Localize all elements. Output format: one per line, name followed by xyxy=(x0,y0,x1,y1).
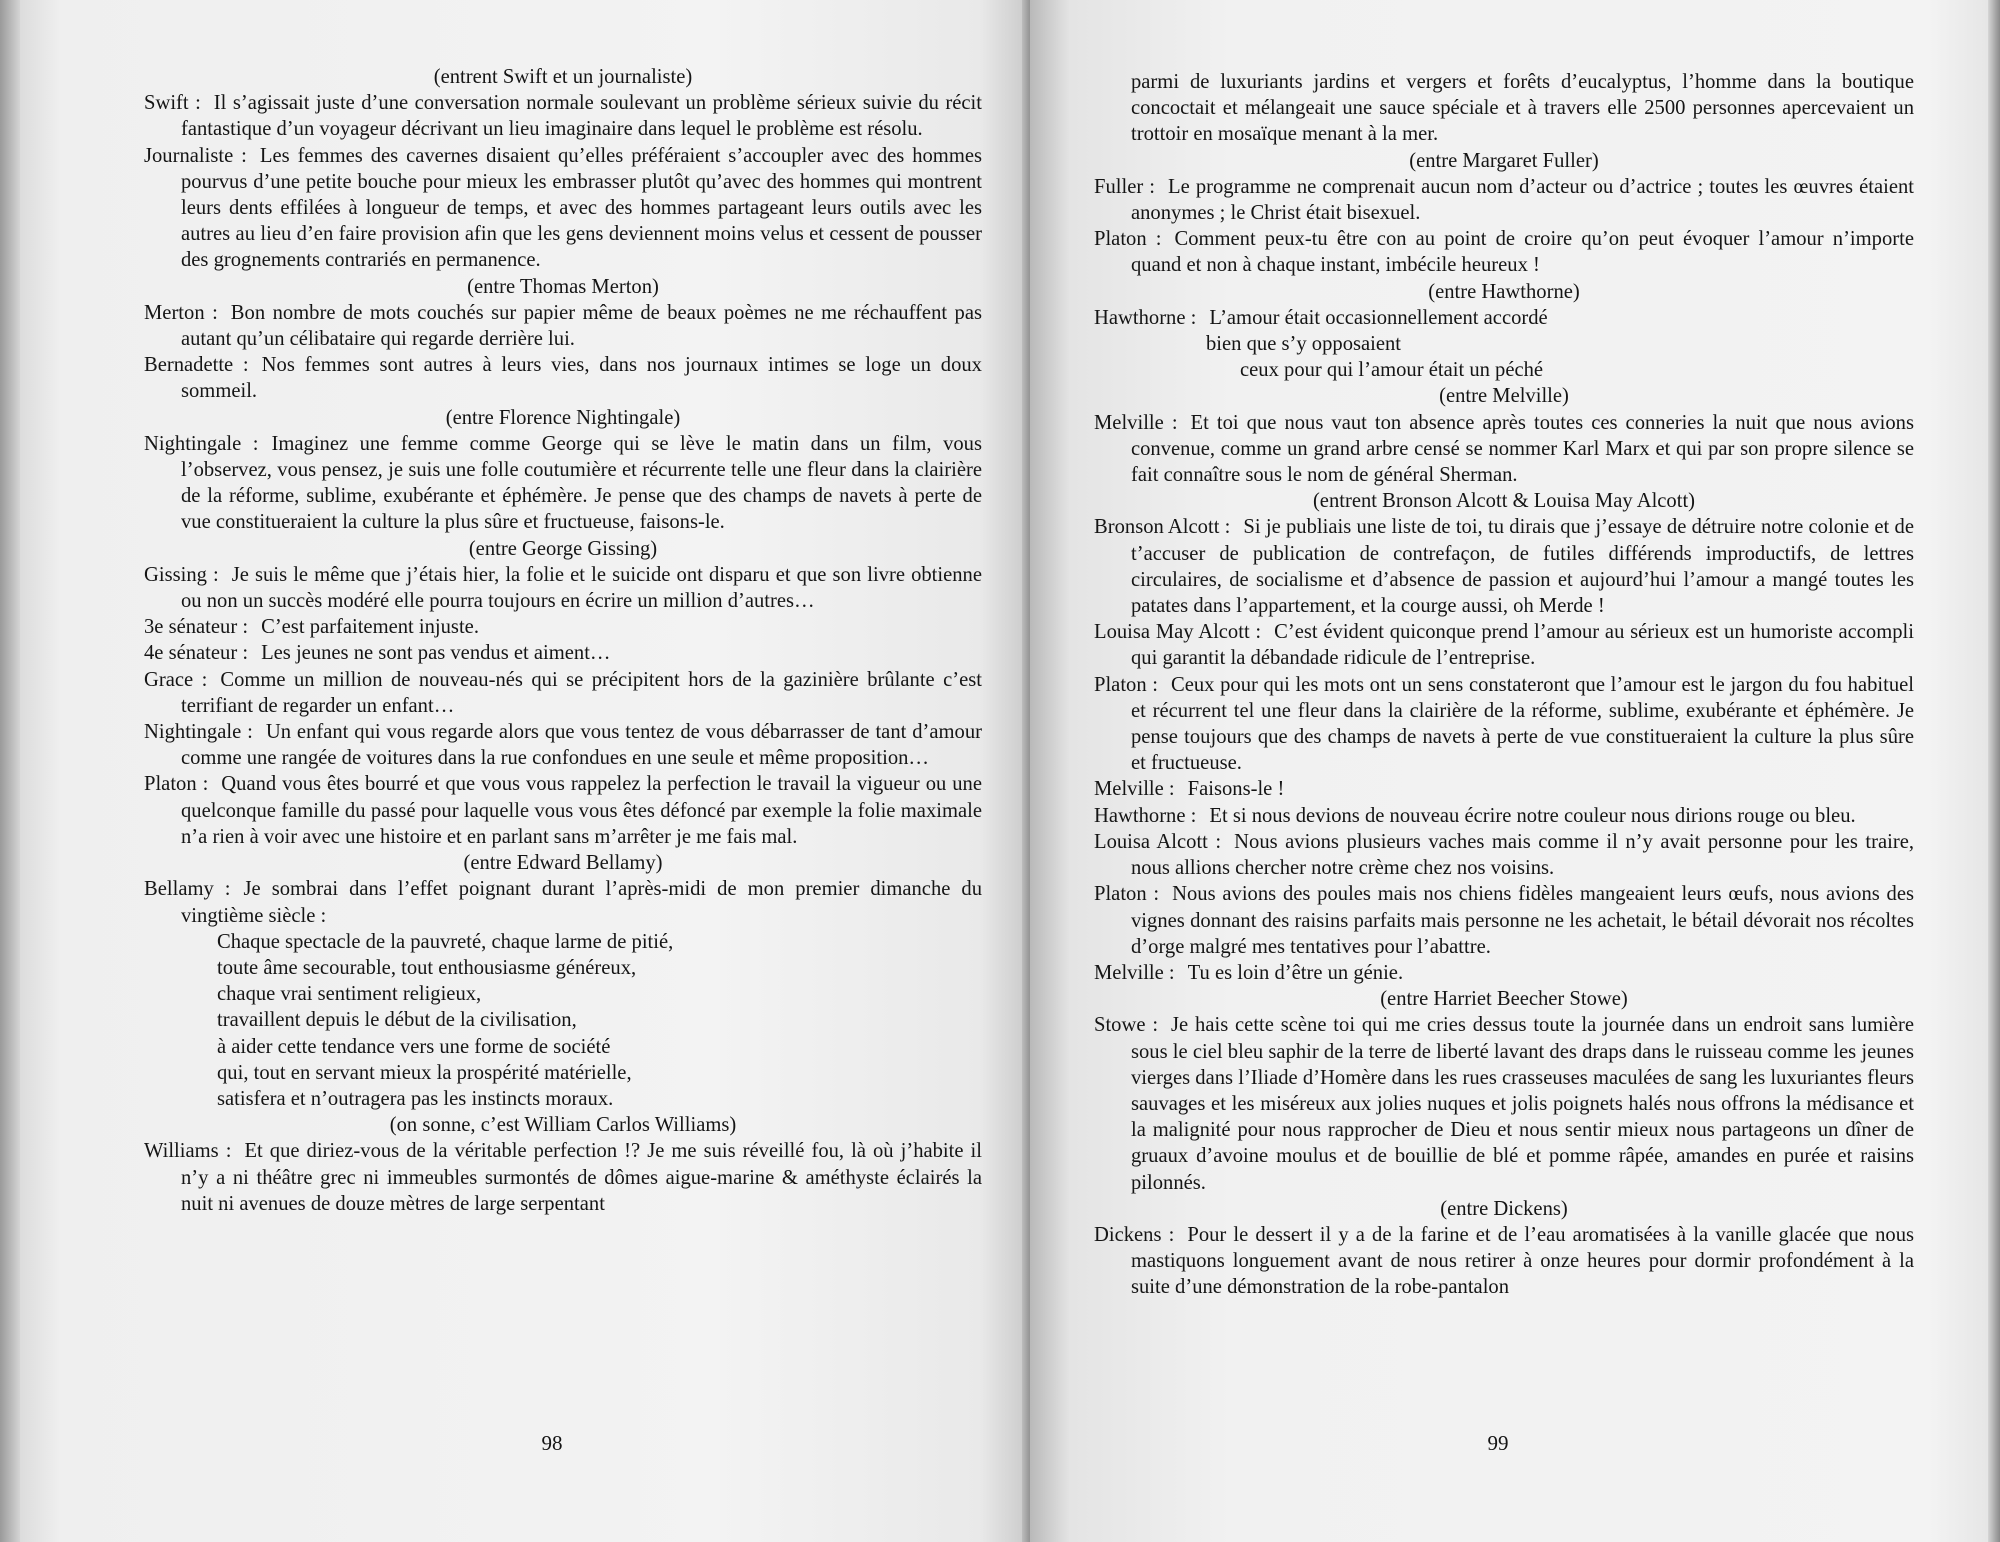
dialogue-line xyxy=(1094,410,1914,489)
dialogue-line xyxy=(144,300,982,352)
dialogue-text: Le programme ne comprenait aucun nom d’acteur ou d’actrice ; toutes les œuvres étaient anonymes ; le Christ était bisexuel. xyxy=(1131,175,1914,225)
dialogue-text: Les femmes des cavernes disaient qu’elles préféraient s’accoupler avec des hommes pourvus d’une petite bouche pour mieux les embrasser plutôt qu’avec des hommes qui montrent leurs dents effilées à longueur de temps, et avec des hommes partageant leurs outils avec les autres au lieu d’en faire provision afin que les gens deviennent moins velus et cessent de pousser des grognements contrariés en permanence. xyxy=(181,144,982,272)
speaker-name: Platon : xyxy=(1094,673,1158,696)
dialogue-text: C’est parfaitement injuste. xyxy=(261,616,479,639)
stage-direction: (entre Edward Bellamy) xyxy=(463,852,663,875)
page-stack-edge xyxy=(0,0,20,1542)
stage-direction: (entre Melville) xyxy=(1439,385,1569,408)
dialogue-text: C’est évident quiconque prend l’amour au sérieux est un humoriste accompli qui garantit la débandade ridicule de l’entreprise. xyxy=(1131,621,1914,670)
speaker-name: Platon : xyxy=(1094,228,1162,251)
dialogue-text: Nous avions des poules mais nos chiens fidèles mangeaient leurs œufs, nous avions des vignes donnant des raisins parfaits mais personne ne les achetait, le bétail dévorait nos récoltes d’orge malgré mes tentatives pour l’abattre. xyxy=(1131,883,1914,958)
speaker-name: Dickens : xyxy=(1094,1223,1175,1246)
dialogue-text: Je hais cette scène toi qui me cries dessus toute la journée dans un endroit sans lumière sous le ciel bleu saphir de la terre de liberté lavant des draps dans le ruisseau comme les jeunes vierges dans l’Iliade d’Homère dans les rues crasseuses maculées de sang les luxuriantes fleurs sauvages et les miséreux aux jolies nuques et jolis poignets halés nous offrons la médisance et la malignité pour nous rapprocher de Dieu et nous sentir mieux nous partageons un dîner de gruaux d’avoine moulus et de bouillie de blé et pomme râpée, amandes en purée et raisins pilonnés. xyxy=(1131,1014,1914,1194)
right-page xyxy=(1030,0,1988,1542)
dialogue-line xyxy=(144,614,982,640)
stage-direction: (entre Hawthorne) xyxy=(1428,280,1580,303)
dialogue-line xyxy=(144,876,982,928)
dialogue-text: Je suis le même que j’étais hier, la folie et le suicide ont disparu et que son livre obtienne ou non un succès modéré elle pourra toujours en écrire un million d’autres… xyxy=(181,563,982,613)
stage-direction: (entre Dickens) xyxy=(1440,1197,1568,1220)
dialogue-line xyxy=(1094,174,1914,226)
continued-text: parmi de luxuriants jardins et vergers et forêts d’eucalyptus, l’homme dans la boutique concoctait et mélangeait une sauce spéciale et à travers elle 2500 personnes apercevaient un trottoir en mosaïque menant à la mer. xyxy=(1131,71,1914,146)
page-number: 98 xyxy=(541,1431,563,1455)
dialogue-text: Bon nombre de mots couchés sur papier même de beaux poèmes ne me réchauffent pas autant qu’un célibataire qui regarde derrière lui. xyxy=(181,301,982,351)
dialogue-text: Si je publiais une liste de toi, tu dirais que j’essaye de détruire notre colonie et de t’accuser de publication de contrefaçon, de futiles différends improductifs, de lettres circulaires, de socialisme et d’absence de passion et aujourd’hui l’amour a mangé toutes les patates dans l’appartement, et la courge aussi, oh Merde ! xyxy=(1131,516,1914,618)
dialogue-text: Faisons-le ! xyxy=(1187,778,1285,801)
stage-direction: (entrent Bronson Alcott & Louisa May Alcott) xyxy=(1312,490,1696,513)
dialogue-line xyxy=(144,640,982,666)
dialogue-text: Les jeunes ne sont pas vendus et aiment… xyxy=(261,642,611,665)
dialogue-line xyxy=(1094,960,1914,986)
speaker-name: 3e sénateur : xyxy=(144,616,249,639)
speaker-name: Williams : xyxy=(144,1140,232,1163)
speaker-name: Merton : xyxy=(144,301,218,324)
dialogue-text: Et si nous devions de nouveau écrire notre couleur nous dirions rouge ou bleu. xyxy=(1209,804,1856,827)
speaker-name: Nightingale : xyxy=(144,432,259,455)
dialogue-text: Comme un million de nouveau-nés qui se précipitent hors de la gazinière brûlante c’est terrifiant de regarder un enfant… xyxy=(181,668,982,717)
dialogue-line xyxy=(1094,226,1914,278)
dialogue-line xyxy=(1094,803,1914,829)
speaker-name: Fuller : xyxy=(1094,175,1156,198)
stage-direction: (on sonne, c’est William Carlos Williams) xyxy=(389,1114,737,1137)
dialogue-text: Imaginez une femme comme George qui se lève le matin dans un film, vous l’observez, vous pensez, je suis une folle coutumière et récurrente telle une fleur dans la clairière de la réforme, sublime, exubérante et éphémère. Je pense que des champs de navets à perte de vue constitueraient la culture la plus sûre et fructueuse, faisons-le. xyxy=(181,432,982,534)
dialogue-line xyxy=(144,562,982,614)
dialogue-text: Pour le dessert il y a de la farine et de l’eau aromatisées à la vanille glacée que nous mastiquons longuement avant de nous retirer à onze heures pour dormir profondément à la suite d’une démonstration de la robe-pantalon xyxy=(1131,1223,1915,1299)
stage-direction: (entre Margaret Fuller) xyxy=(1409,149,1599,172)
speaker-name: Hawthorne : xyxy=(1094,306,1197,329)
left-page-text xyxy=(144,64,982,1217)
dialogue-text: Je sombrai dans l’effet poignant durant l’après-midi de mon premier dimanche du vingtième siècle : xyxy=(181,878,982,927)
speaker-name: Platon : xyxy=(1094,883,1160,906)
speaker-name: Melville : xyxy=(1094,961,1175,984)
dialogue-text: Comment peux-tu être con au point de croire qu’on peut évoquer l’amour n’importe quand et non à chaque instant, imbécile heureux ! xyxy=(1131,228,1914,277)
dialogue-text: Quand vous êtes bourré et que vous vous rappelez la perfection le travail la vigueur ou une quelconque famille du passé pour laquelle vous vous êtes défoncé par exemple la folie maximale n’a rien à voir avec une histoire et en parlant sans m’arrêter je me fais mal. xyxy=(181,773,982,848)
dialogue-line xyxy=(1094,619,1914,671)
dialogue-line xyxy=(144,143,982,274)
stage-direction: (entre George Gissing) xyxy=(468,537,658,560)
speaker-name: Grace : xyxy=(144,668,208,691)
page-number: 99 xyxy=(1487,1431,1509,1455)
dialogue-text: Un enfant qui vous regarde alors que vous tentez de vous débarrasser de tant d’amour comme une rangée de voitures dans la rue confondues en une seule et même proposition… xyxy=(181,721,982,770)
dialogue-line xyxy=(1094,1012,1914,1195)
speaker-name: Stowe : xyxy=(1094,1014,1159,1037)
dialogue-line xyxy=(1094,672,1914,777)
stage-direction: (entre Harriet Beecher Stowe) xyxy=(1380,988,1628,1011)
dialogue-text: Ceux pour qui les mots ont un sens constateront que l’amour est le jargon du fou habituel et récurrent tel une fleur dans la clairière de la réforme, sublime, exubérante et éphémère. Je pense toujours que des champs de navets à perte de vue constitueraient la culture la plus sûre et fructueuse. xyxy=(1131,673,1914,775)
dialogue-line xyxy=(144,431,982,536)
page-stack-edge xyxy=(1988,0,2000,1542)
dialogue-line xyxy=(1094,305,1914,331)
dialogue-text: Et que diriez-vous de la véritable perfection !? Je me suis réveillé fou, là où j’habite il n’y a ni théâtre grec ni immeubles surmontés de dômes aigue-marine & améthyste éclairés la nuit ni avenues de douze mètres de large serpentant xyxy=(181,1140,983,1215)
dialogue-line xyxy=(1094,514,1914,619)
verse-line: chaque vrai sentiment religieux, xyxy=(217,983,482,1006)
dialogue-line xyxy=(144,90,982,142)
dialogue-line xyxy=(144,719,982,771)
right-page-text xyxy=(1094,69,1914,1301)
speaker-name: Journaliste : xyxy=(144,144,247,167)
dialogue-text: Tu es loin d’être un génie. xyxy=(1187,961,1404,984)
dialogue-text: Et toi que nous vaut ton absence après toutes ces conneries la nuit que nous avions convenue, comme un grand arbre censé se nommer Karl Marx et qui par son propre silence se fait connaître sous le nom de général Sherman. xyxy=(1131,411,1914,487)
stage-direction: (entre Thomas Merton) xyxy=(467,275,659,298)
dialogue-text: Nous avions plusieurs vaches mais comme il n’y avait personne pour les traire, nous allions chercher notre crème chez nos voisins. xyxy=(1131,830,1915,880)
speaker-name: Melville : xyxy=(1094,411,1178,434)
dialogue-line xyxy=(1094,776,1914,802)
verse-line: Chaque spectacle de la pauvreté, chaque larme de pitié, xyxy=(217,930,674,953)
stage-direction: (entre Florence Nightingale) xyxy=(445,406,681,429)
verse-line: qui, tout en servant mieux la prospérité matérielle, xyxy=(217,1061,632,1084)
speaker-name: Hawthorne : xyxy=(1094,804,1197,827)
stage-direction: (entrent Swift et un journaliste) xyxy=(433,66,693,88)
speaker-name: Swift : xyxy=(144,92,201,115)
dialogue-line xyxy=(144,352,982,404)
speaker-name: Bellamy : xyxy=(144,878,231,901)
dialogue-line xyxy=(144,771,982,850)
speaker-name: Bernadette : xyxy=(144,354,249,377)
speaker-name: Louisa May Alcott : xyxy=(1094,621,1262,644)
verse-line: ceux pour qui l’amour était un péché xyxy=(1240,359,1544,382)
speaker-name: Melville : xyxy=(1094,778,1175,801)
verse-line: à aider cette tendance vers une forme de société xyxy=(217,1035,611,1058)
speaker-name: Platon : xyxy=(144,773,209,796)
dialogue-line xyxy=(1094,881,1914,960)
dialogue-line xyxy=(144,1138,982,1217)
dialogue-line xyxy=(1094,1222,1914,1301)
dialogue-line xyxy=(144,667,982,719)
verse-line: bien que s’y opposaient xyxy=(1206,333,1402,356)
dialogue-text: Il s’agissait juste d’une conversation normale soulevant un problème sérieux suivie du récit fantastique d’un voyageur décrivant un lieu imaginaire dans lequel le problème est résolu. xyxy=(181,92,982,141)
speaker-name: Louisa Alcott : xyxy=(1094,830,1222,853)
dialogue-line xyxy=(1094,829,1914,881)
speaker-name: Bronson Alcott : xyxy=(1094,516,1231,539)
speaker-name: 4e sénateur : xyxy=(144,642,249,665)
speaker-name: Gissing : xyxy=(144,563,219,586)
dialogue-text: L’amour était occasionnellement accordé xyxy=(1209,306,1548,329)
verse-line: satisfera et n’outragera pas les instincts moraux. xyxy=(217,1087,614,1110)
speaker-name: Nightingale : xyxy=(144,721,253,744)
dialogue-text: Nos femmes sont autres à leurs vies, dans nos journaux intimes se loge un doux sommeil. xyxy=(181,354,982,403)
verse-line: travaillent depuis le début de la civilisation, xyxy=(217,1009,577,1032)
verse-line: toute âme secourable, tout enthousiasme généreux, xyxy=(217,956,637,979)
left-page xyxy=(20,0,1030,1542)
